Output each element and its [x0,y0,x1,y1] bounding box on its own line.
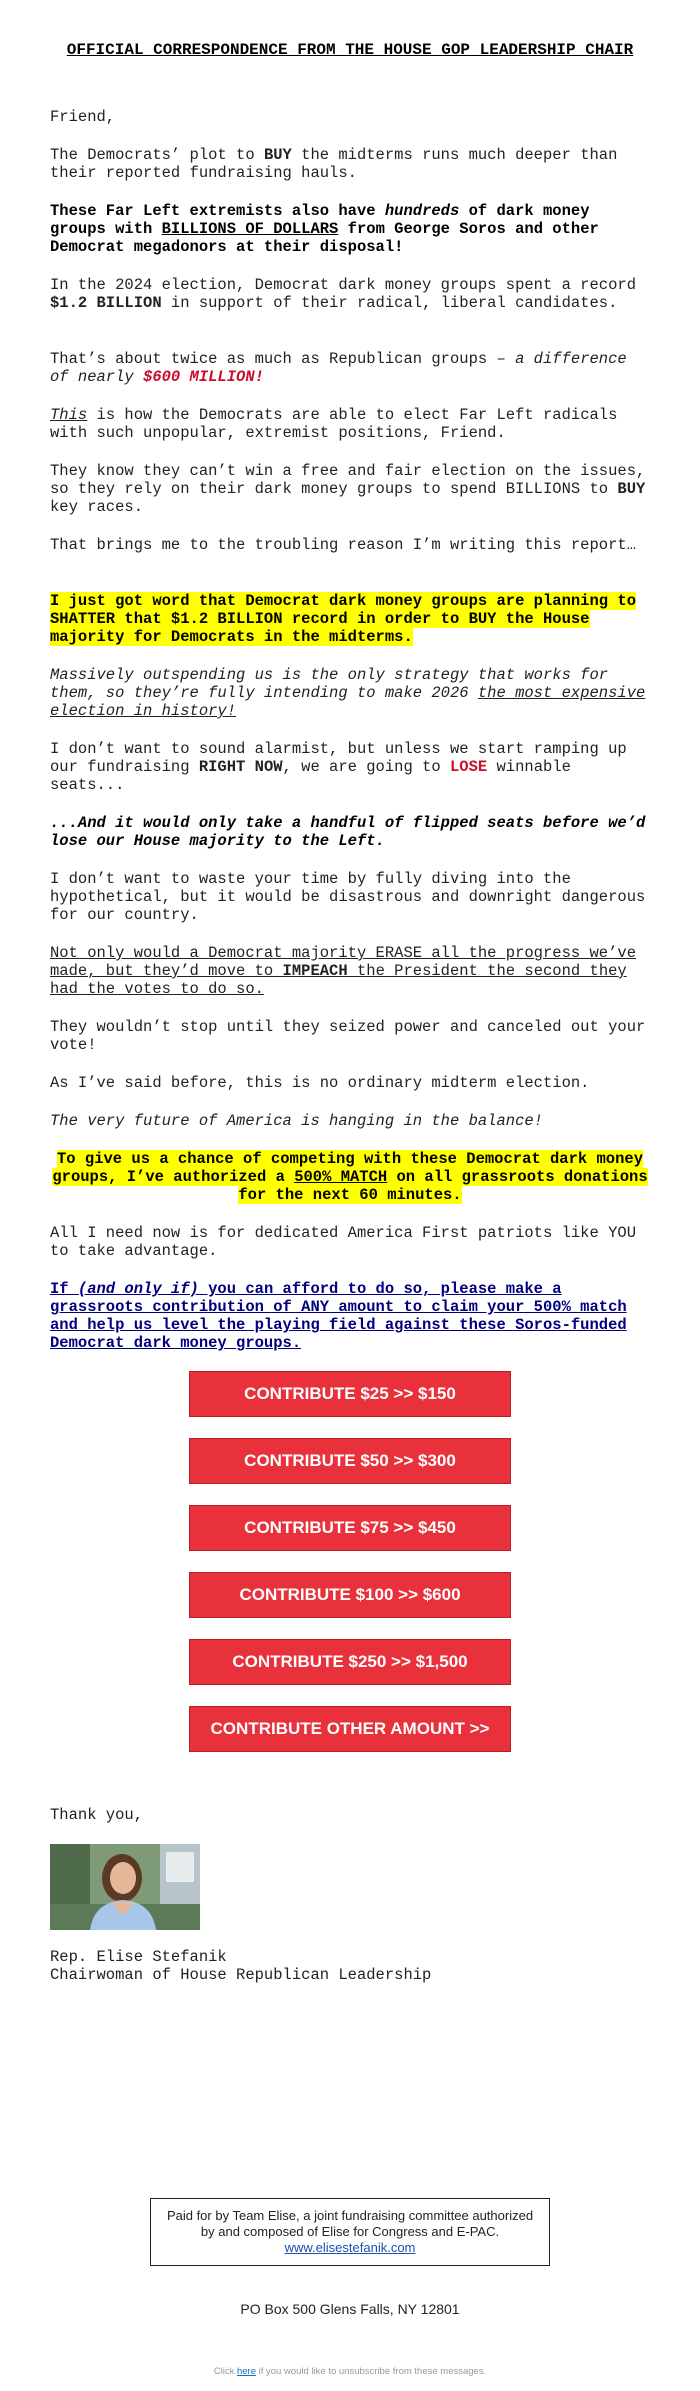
letter-header: OFFICIAL CORRESPONDENCE FROM THE HOUSE GOP LEADERSHIP CHAIR [66,41,634,59]
paragraph-4: That’s about twice as much as Republican groups – a difference of nearly $600 MILLION! [50,350,627,386]
paragraph-16: The very future of America is hanging in the balance! [50,1112,543,1130]
contribute-link[interactable]: If (and only if) you can afford to do so, please make a grassroots contribution of ANY amount to claim your 500% match and help us level the playing field against these Soros-funded Democrat dark money groups. [50,1280,627,1352]
paragraph-11: ...And it would only take a handful of flipped seats before we’d lose our House majority to the Left. [50,814,646,850]
paragraph-3: In the 2024 election, Democrat dark money groups spent a record $1.2 BILLION in support of their radical, liberal candidates. [50,276,636,312]
contribute-100-button[interactable]: CONTRIBUTE $100 >> $600 [189,1572,511,1618]
contribute-25-button[interactable]: CONTRIBUTE $25 >> $150 [189,1371,511,1417]
contribute-75-button[interactable]: CONTRIBUTE $75 >> $450 [189,1505,511,1551]
signer-photo [50,1844,200,1930]
paragraph-1: The Democrats’ plot to BUY the midterms runs much deeper than their reported fundraising hauls. [50,146,618,182]
contribute-50-button[interactable]: CONTRIBUTE $50 >> $300 [189,1438,511,1484]
mailing-address: PO Box 500 Glens Falls, NY 12801 [240,2301,460,2317]
paragraph-9: Massively outspending us is the only strategy that works for them, so they’re fully intending to make 2026 the most expensive election in history! [50,666,646,720]
paragraph-14: They wouldn’t stop until they seized power and canceled out your vote! [50,1018,646,1054]
paragraph-2: These Far Left extremists also have hundreds of dark money groups with BILLIONS OF DOLLARS from George Soros and other Democrat megadonors at their disposal! [50,202,599,256]
campaign-website-link[interactable]: www.elisestefanik.com [284,2240,416,2255]
unsubscribe-link[interactable]: here [236,2366,256,2377]
paragraph-13: Not only would a Democrat majority ERASE all the progress we’ve made, but they’d move to IMPEACH the President the second they had the votes to do so. [50,944,636,998]
match-announcement: To give us a chance of competing with these Democrat dark money groups, I’ve authorized a 500% MATCH on all grassroots donations for the next 60 minutes. [52,1150,648,1204]
signature-title: Chairwoman of House Republican Leadership [50,1966,432,1984]
signoff: Thank you, [50,1806,144,1824]
paid-for-disclaimer: Paid for by Team Elise, a joint fundraising committee authorized by and composed of Elise for Congress and E-PAC. www.elisestefanik.com [150,2198,550,2266]
paragraph-6: They know they can’t win a free and fair election on the issues, so they rely on their dark money groups to spend BILLIONS to BUY key races. [50,462,646,516]
paragraph-15: As I’ve said before, this is no ordinary midterm election. [50,1074,590,1092]
paragraph-10: I don’t want to sound alarmist, but unless we start ramping up our fundraising RIGHT NOW, we are going to LOSE winnable seats... [50,740,627,794]
contribute-250-button[interactable]: CONTRIBUTE $250 >> $1,500 [189,1639,511,1685]
paragraph-5: This is how the Democrats are able to elect Far Left radicals with such unpopular, extremist positions, Friend. [50,406,618,442]
contribute-link-paragraph[interactable] [50,1280,650,1352]
unsubscribe-line: Click here if you would like to unsubscribe from these messages. [213,2366,487,2377]
signature-name: Rep. Elise Stefanik [50,1948,227,1966]
highlighted-alert: I just got word that Democrat dark money groups are planning to SHATTER that $1.2 BILLION record in order to BUY the House majority for Democrats in the midterms. [50,592,636,646]
paragraph-7: That brings me to the troubling reason I’m writing this report… [50,536,636,554]
paragraph-18: All I need now is for dedicated America First patriots like YOU to take advantage. [50,1224,636,1260]
contribute-other-amount-button[interactable]: CONTRIBUTE OTHER AMOUNT >> [189,1706,511,1752]
greeting: Friend, [50,108,116,126]
paragraph-12: I don’t want to waste your time by fully diving into the hypothetical, but it would be disastrous and downright dangerous for our country. [50,870,646,924]
